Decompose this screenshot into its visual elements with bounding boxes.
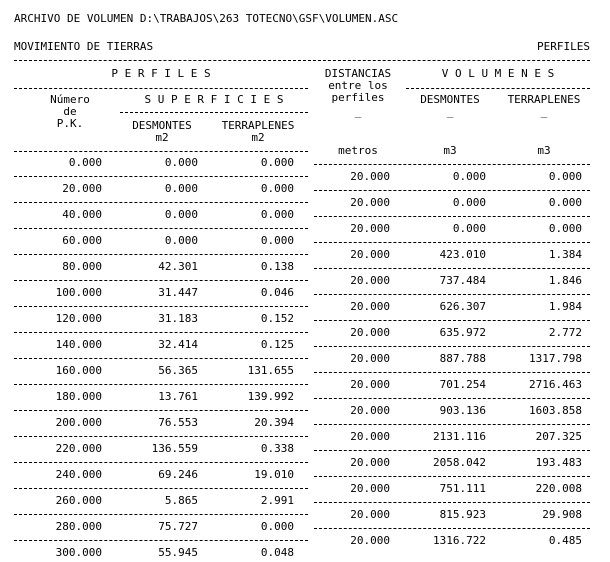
pk-cell: 80.000 — [62, 260, 102, 273]
terraplenes-area-cell: 0.000 — [260, 208, 294, 221]
terraplenes-area-cell: 0.125 — [260, 338, 294, 351]
de-heading: de — [63, 105, 77, 118]
pk-cell: 60.000 — [62, 234, 102, 247]
row-divider — [14, 462, 308, 463]
row-divider — [14, 332, 308, 333]
terraplenes-vol-cell: 1317.798 — [529, 352, 582, 365]
pk-cell: 300.000 — [55, 546, 102, 559]
desmontes-vol-cell: 423.010 — [439, 248, 486, 261]
terraplenes-vol-cell: 0.485 — [548, 534, 582, 547]
desmontes-area-cell: 31.447 — [158, 286, 198, 299]
terraplenes-vol-cell: 1.384 — [548, 248, 582, 261]
desmontes-vol-cell: 903.136 — [439, 404, 486, 417]
terraplenes-area-cell: 19.010 — [254, 468, 294, 481]
terraplenes-area-cell: 131.655 — [247, 364, 294, 377]
desmontes-area-cell: 0.000 — [164, 182, 198, 195]
terraplenes-area-cell: 20.394 — [254, 416, 294, 429]
row-divider — [14, 202, 308, 203]
desmontes-area-cell: 32.414 — [158, 338, 198, 351]
distancia-cell: 20.000 — [350, 534, 390, 547]
desmontes-vol-cell: 2058.042 — [433, 456, 486, 469]
terraplenes-vol-cell: 0.000 — [548, 170, 582, 183]
volumenes-group-heading: V O L U M E N E S — [441, 67, 555, 80]
distancia-cell: 20.000 — [350, 170, 390, 183]
desmontes-vol-cell: 0.000 — [452, 196, 486, 209]
desmontes-area-cell: 42.301 — [158, 260, 198, 273]
desmontes-area-unit: m2 — [155, 131, 169, 144]
desmontes-vol-cell: 0.000 — [452, 222, 486, 235]
section-label-perfiles: PERFILES — [537, 40, 590, 53]
row-divider — [14, 228, 308, 229]
desmontes-vol-cell: 701.254 — [439, 378, 486, 391]
terraplenes-vol-cell: 2716.463 — [529, 378, 582, 391]
section-title: MOVIMIENTO DE TIERRAS — [14, 40, 154, 53]
row-divider — [14, 436, 308, 437]
terraplenes-vol-heading: TERRAPLENES — [507, 93, 581, 106]
distancia-cell: 20.000 — [350, 378, 390, 391]
pk-heading: P.K. — [56, 117, 84, 130]
divider — [120, 112, 308, 113]
terraplenes-vol-cell: 29.908 — [542, 508, 582, 521]
desmontes-vol-cell: 2131.116 — [433, 430, 486, 443]
row-divider — [314, 502, 590, 503]
m3-unit-terraplenes: m3 — [537, 144, 551, 157]
row-divider — [314, 476, 590, 477]
entre-los-heading: entre los — [328, 79, 388, 92]
row-divider — [14, 410, 308, 411]
terraplenes-vol-cell: 1.984 — [548, 300, 582, 313]
divider — [14, 60, 590, 61]
row-divider — [14, 176, 308, 177]
pk-cell: 140.000 — [55, 338, 102, 351]
row-divider — [314, 216, 590, 217]
terraplenes-area-cell: 0.046 — [260, 286, 294, 299]
pk-cell: 120.000 — [55, 312, 102, 325]
terraplenes-vol-cell: 1.846 — [548, 274, 582, 287]
desmontes-vol-heading: DESMONTES — [420, 93, 480, 106]
row-divider — [314, 398, 590, 399]
desmontes-vol-cell: 737.484 — [439, 274, 486, 287]
pk-cell: 160.000 — [55, 364, 102, 377]
terraplenes-vol-cell: 2.772 — [548, 326, 582, 339]
pk-cell: 200.000 — [55, 416, 102, 429]
desmontes-vol-dash: _ — [446, 105, 454, 118]
terraplenes-area-cell: 0.000 — [260, 156, 294, 169]
row-divider — [314, 294, 590, 295]
m3-unit-desmontes: m3 — [443, 144, 457, 157]
row-divider — [14, 306, 308, 307]
desmontes-area-cell: 0.000 — [164, 234, 198, 247]
divider — [406, 88, 590, 89]
row-divider — [14, 358, 308, 359]
divider — [14, 88, 308, 89]
pk-cell: 220.000 — [55, 442, 102, 455]
terraplenes-area-cell: 0.338 — [260, 442, 294, 455]
terraplenes-area-cell: 0.138 — [260, 260, 294, 273]
row-divider — [314, 268, 590, 269]
terraplenes-area-cell: 2.991 — [260, 494, 294, 507]
distancia-cell: 20.000 — [350, 352, 390, 365]
terraplenes-vol-cell: 0.000 — [548, 196, 582, 209]
row-divider — [314, 528, 590, 529]
desmontes-vol-cell: 0.000 — [452, 170, 486, 183]
pk-cell: 260.000 — [55, 494, 102, 507]
pk-cell: 100.000 — [55, 286, 102, 299]
terraplenes-area-cell: 0.000 — [260, 234, 294, 247]
desmontes-area-cell: 55.945 — [158, 546, 198, 559]
pk-cell: 280.000 — [55, 520, 102, 533]
desmontes-area-cell: 76.553 — [158, 416, 198, 429]
terraplenes-vol-cell: 193.483 — [535, 456, 582, 469]
row-divider — [314, 450, 590, 451]
distancia-cell: 20.000 — [350, 404, 390, 417]
terraplenes-area-cell: 139.992 — [247, 390, 294, 403]
row-divider — [14, 540, 308, 541]
row-divider — [314, 190, 590, 191]
desmontes-area-cell: 69.246 — [158, 468, 198, 481]
terraplenes-area-unit: m2 — [251, 131, 265, 144]
desmontes-area-cell: 136.559 — [151, 442, 198, 455]
distancia-cell: 20.000 — [350, 456, 390, 469]
terraplenes-area-cell: 0.000 — [260, 182, 294, 195]
terraplenes-area-cell: 0.152 — [260, 312, 294, 325]
row-divider — [314, 164, 590, 165]
distancia-cell: 20.000 — [350, 482, 390, 495]
terraplenes-vol-cell: 0.000 — [548, 222, 582, 235]
desmontes-area-heading: DESMONTES — [132, 119, 192, 132]
row-divider — [314, 242, 590, 243]
distancia-cell: 20.000 — [350, 274, 390, 287]
row-divider — [14, 254, 308, 255]
superficies-group-heading: S U P E R F I C I E S — [144, 93, 284, 106]
distancia-cell: 20.000 — [350, 326, 390, 339]
pk-cell: 20.000 — [62, 182, 102, 195]
pk-cell: 40.000 — [62, 208, 102, 221]
desmontes-area-cell: 13.761 — [158, 390, 198, 403]
desmontes-vol-cell: 751.111 — [439, 482, 486, 495]
pk-cell: 180.000 — [55, 390, 102, 403]
desmontes-vol-cell: 887.788 — [439, 352, 486, 365]
distancia-cell: 20.000 — [350, 430, 390, 443]
perfiles-heading: perfiles — [331, 91, 385, 104]
terraplenes-area-heading: TERRAPLENES — [221, 119, 295, 132]
distancia-cell: 20.000 — [350, 508, 390, 521]
row-divider — [314, 372, 590, 373]
terraplenes-area-cell: 0.048 — [260, 546, 294, 559]
pk-cell: 240.000 — [55, 468, 102, 481]
desmontes-area-cell: 0.000 — [164, 208, 198, 221]
terraplenes-vol-cell: 1603.858 — [529, 404, 582, 417]
desmontes-vol-cell: 815.923 — [439, 508, 486, 521]
row-divider — [14, 384, 308, 385]
distancias-dash: _ — [354, 105, 362, 118]
desmontes-area-cell: 5.865 — [164, 494, 198, 507]
row-divider — [314, 320, 590, 321]
numero-heading: Número — [50, 93, 90, 106]
distancia-cell: 20.000 — [350, 248, 390, 261]
divider — [14, 151, 308, 152]
distancia-cell: 20.000 — [350, 222, 390, 235]
distancia-cell: 20.000 — [350, 300, 390, 313]
desmontes-area-cell: 56.365 — [158, 364, 198, 377]
row-divider — [314, 346, 590, 347]
row-divider — [14, 280, 308, 281]
desmontes-vol-cell: 1316.722 — [433, 534, 486, 547]
perfiles-group-heading: P E R F I L E S — [111, 67, 211, 80]
terraplenes-vol-dash: _ — [540, 105, 548, 118]
metros-unit: metros — [338, 144, 378, 157]
row-divider — [14, 514, 308, 515]
row-divider — [314, 424, 590, 425]
desmontes-area-cell: 75.727 — [158, 520, 198, 533]
row-divider — [14, 488, 308, 489]
file-title: ARCHIVO DE VOLUMEN D:\TRABAJOS\263 TOTECNO\GSF\VOLUMEN.ASC — [14, 12, 399, 25]
desmontes-area-cell: 0.000 — [164, 156, 198, 169]
desmontes-vol-cell: 635.972 — [439, 326, 486, 339]
distancias-heading: DISTANCIAS — [324, 67, 392, 80]
desmontes-vol-cell: 626.307 — [439, 300, 486, 313]
terraplenes-vol-cell: 207.325 — [535, 430, 582, 443]
desmontes-area-cell: 31.183 — [158, 312, 198, 325]
distancia-cell: 20.000 — [350, 196, 390, 209]
terraplenes-vol-cell: 220.008 — [535, 482, 582, 495]
pk-cell: 0.000 — [68, 156, 102, 169]
terraplenes-area-cell: 0.000 — [260, 520, 294, 533]
